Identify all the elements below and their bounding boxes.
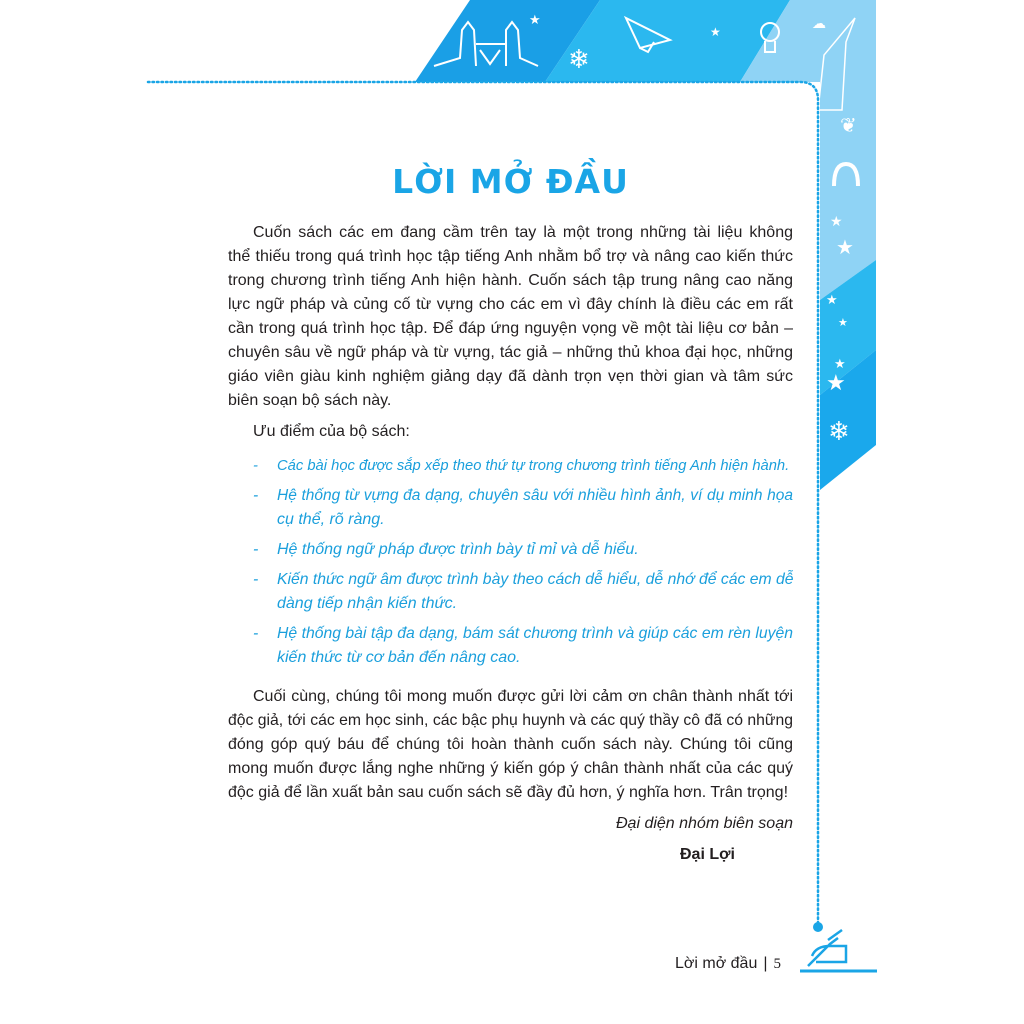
bullet-dash: -	[253, 625, 259, 642]
star-icon: ★	[834, 356, 846, 371]
intro-paragraph	[228, 221, 793, 413]
cloud-icon: ☁	[812, 15, 826, 31]
footer-separator: |	[763, 955, 768, 972]
star-icon: ★	[836, 237, 854, 259]
butterfly-icon: ❦	[840, 115, 857, 137]
advantage-line: Hệ thống ngữ pháp được trình bày tỉ mỉ và dễ hiểu. -	[228, 538, 793, 562]
advantage-item	[228, 622, 793, 670]
paragraph-line: chuyên sâu về ngữ pháp và từ vựng, tác giả – những thủ khoa đại học, những	[228, 344, 793, 361]
paragraph-line: độc giả, tới các em học sinh, các bậc phụ huynh và các quý thầy cô đã có những	[228, 712, 793, 729]
paragraph-line: thể thiếu trong quá trình học tập tiếng Anh nhằm bổ trợ và nâng cao kiến thức	[228, 248, 793, 265]
advantage-line: kiến thức từ cơ bản đến nâng cao.	[277, 649, 521, 666]
advantage-item	[228, 484, 793, 532]
star-icon: ★	[838, 317, 848, 329]
footer-section-title: Lời mở đầu	[675, 955, 758, 972]
paragraph-line: đóng góp quý báu để chúng tôi hoàn thành cuốn sách này. Chúng tôi cũng	[228, 736, 793, 753]
paragraph-line: độc giả để lần xuất bản sau cuốn sách sẽ đầy đủ hơn, ý nghĩa hơn. Trân trọng!	[228, 784, 789, 801]
paragraph-line: trong chương trình tiếng Anh hiện hành. Cuốn sách tập trung nâng cao năng	[228, 272, 793, 289]
paragraph-line: biên soạn bộ sách này.	[228, 392, 392, 409]
page-title: LỜI MỞ ĐẦU	[392, 162, 629, 201]
paragraph-line: Cuối cùng, chúng tôi mong muốn được gửi lời cảm ơn chân thành nhất tới	[253, 688, 793, 705]
advantage-line: Hệ thống bài tập đa dạng, bám sát chương trình và giúp các em rèn luyện -	[228, 622, 793, 646]
closing-paragraph	[228, 685, 793, 805]
advantages-heading: Ưu điểm của bộ sách:	[253, 423, 410, 440]
star-icon: ★	[830, 213, 843, 229]
star-icon: ★	[529, 12, 541, 27]
advantage-line: Các bài học được sắp xếp theo thứ tự trong chương trình tiếng Anh hiện hành. -	[228, 454, 793, 478]
paragraph-line: mong muốn được lắng nghe những ý kiến góp ý chân thành nhất của các quý	[228, 760, 793, 777]
advantage-item	[228, 454, 793, 478]
paragraph-line: giáo viên giàu kinh nghiệm giảng dạy đã dành trọn vẹn thời gian và tâm sức	[228, 368, 793, 385]
advantage-line: cụ thể, rõ ràng.	[277, 511, 385, 528]
frame-end-dot	[813, 922, 823, 932]
bullet-dash: -	[253, 458, 258, 474]
paragraph-line: cần trong quá trình học tập. Để đáp ứng nguyện vọng về một tài liệu cơ bản –	[228, 320, 793, 337]
bullet-dash: -	[253, 487, 259, 504]
paragraph-line: Cuốn sách các em đang cầm trên tay là một trong những tài liệu không	[253, 224, 793, 241]
star-icon: ★	[826, 370, 846, 395]
bullet-dash: -	[253, 541, 259, 558]
page-footer	[675, 955, 781, 973]
advantage-line: Hệ thống từ vựng đa dạng, chuyên sâu với nhiều hình ảnh, ví dụ minh họa -	[228, 484, 793, 508]
signature-name: Đại Lợi	[680, 846, 735, 863]
bullet-dash: -	[253, 571, 259, 588]
advantage-line: Kiến thức ngữ âm được trình bày theo cách dễ hiểu, dễ nhớ để các em dễ -	[228, 568, 793, 592]
advantage-item	[228, 568, 793, 616]
page-number: 5	[773, 956, 782, 972]
advantage-line: dàng tiếp nhận kiến thức.	[277, 595, 458, 612]
writing-hand-icon	[808, 930, 846, 966]
snowflake-icon: ❄	[828, 416, 850, 446]
advantages-heading-block	[228, 420, 793, 444]
advantages-list	[228, 454, 793, 676]
snowflake-icon: ❄	[568, 44, 590, 74]
star-icon: ★	[826, 292, 838, 307]
star-icon: ★	[710, 25, 721, 39]
paragraph-line: lực ngữ pháp và củng cố từ vựng cho các em vì đây chính là điều các em rất	[228, 296, 793, 313]
advantage-item	[228, 538, 793, 562]
signature-role: Đại diện nhóm biên soạn	[615, 815, 793, 832]
